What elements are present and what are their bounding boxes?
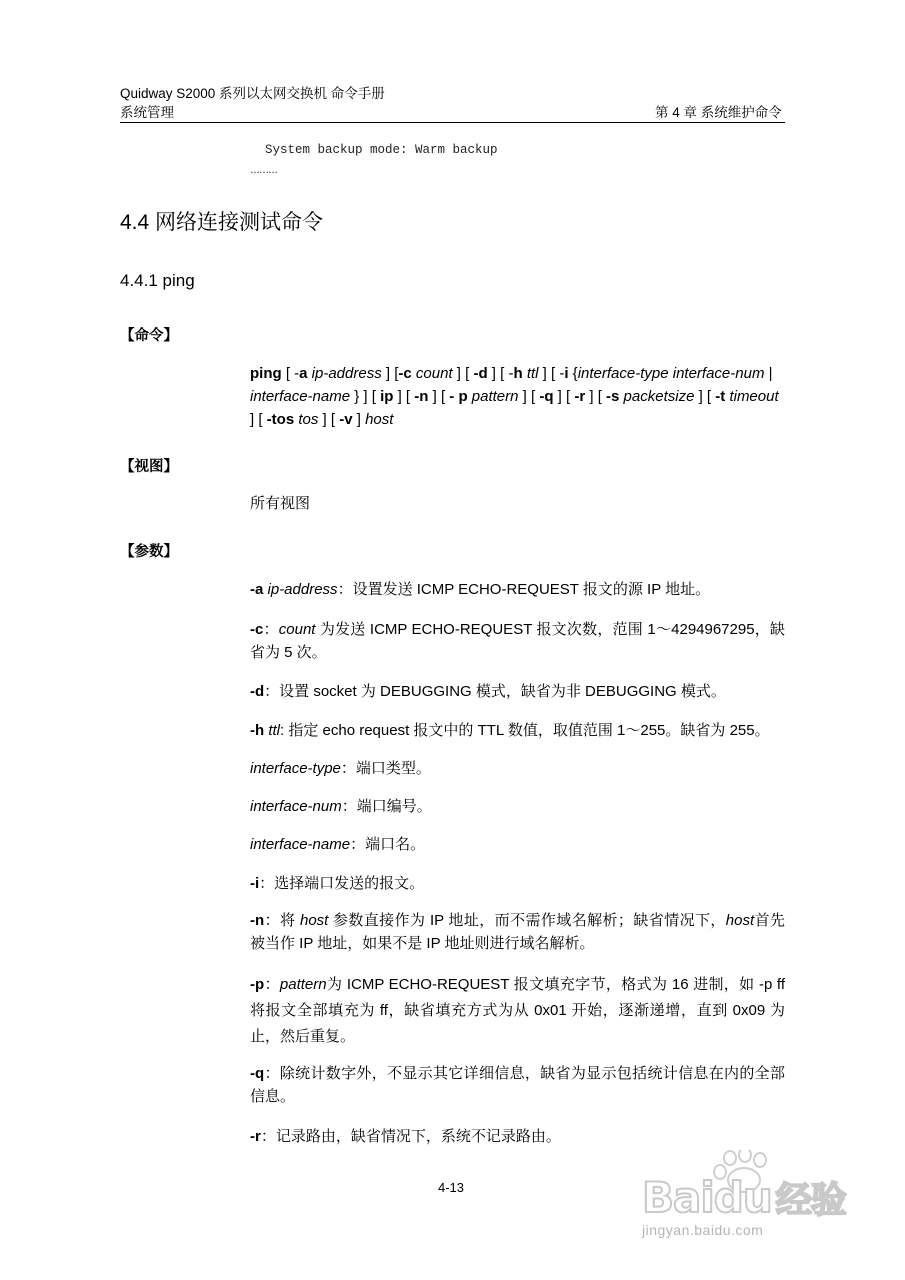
- watermark-url: jingyan.baidu.com: [642, 1222, 764, 1238]
- param-c: -c：count 为发送 ICMP ECHO-REQUEST 报文次数，范围 1～4294967295，缺省为 5 次。: [250, 621, 785, 661]
- param-interface-type: interface-type：端口类型。: [250, 760, 431, 777]
- watermark-brand: Baidu 经验: [642, 1173, 846, 1222]
- param-interface-name: interface-name：端口名。: [250, 836, 426, 853]
- label-params: 【参数】: [120, 544, 178, 560]
- param-r: -r：记录路由，缺省情况下，系统不记录路由。: [250, 1128, 561, 1145]
- header-divider: [120, 122, 785, 123]
- param-d: -d：设置 socket 为 DEBUGGING 模式，缺省为非 DEBUGGING 模式。: [250, 683, 726, 700]
- command-syntax: ping [ -a ip-address ] [-c count ] [ -d ] [ -h ttl ] [ -i {interface-type interface-num | interface-name } ] [ ip ] [ -n ] [ - p pattern ] [ -q ] [ -r ] [ -s packetsize ] [ -t timeout ] [ -tos tos ] [ -v ] host: [250, 365, 779, 428]
- view-text: 所有视图: [250, 495, 311, 512]
- subsection-heading: 4.4.1 ping: [120, 271, 195, 290]
- label-view: 【视图】: [120, 459, 178, 475]
- code-line: System backup mode: Warm backup: [265, 143, 498, 157]
- param-h: -h ttl: 指定 echo request 报文中的 TTL 数值，取值范围 1～255。缺省为 255。: [250, 722, 770, 739]
- param-i: -i：选择端口发送的报文。: [250, 875, 425, 892]
- header-product: Quidway S2000 系列以太网交换机 命令手册: [120, 86, 385, 101]
- section-heading: 4.4 网络连接测试命令: [120, 211, 324, 234]
- header-section: 系统管理: [120, 105, 174, 120]
- header-chapter: 第 4 章 系统维护命令: [655, 105, 782, 120]
- param-n: -n：将 host 参数直接作为 IP 地址，而不需作域名解析；缺省情况下，host首先被当作 IP 地址，如果不是 IP 地址则进行域名解析。: [250, 912, 785, 952]
- param-p: -p：pattern为 ICMP ECHO-REQUEST 报文填充字节，格式为 16 进制，如 -p ff 将报文全部填充为 ff，缺省填充方式为从 0x01 开始，逐渐递增，直到 0x09 为止，然后重复。: [250, 976, 785, 1045]
- param-a: -a ip-address：设置发送 ICMP ECHO-REQUEST 报文的源 IP 地址。: [250, 581, 711, 598]
- param-q: -q：除统计数字外，不显示其它详细信息，缺省为显示包括统计信息在内的全部信息。: [250, 1065, 785, 1105]
- label-command: 【命令】: [120, 328, 178, 344]
- page-number: 4-13: [438, 1180, 465, 1195]
- ellipsis: ………: [250, 165, 277, 176]
- baidu-watermark: [640, 1150, 860, 1240]
- param-interface-num: interface-num：端口编号。: [250, 798, 432, 815]
